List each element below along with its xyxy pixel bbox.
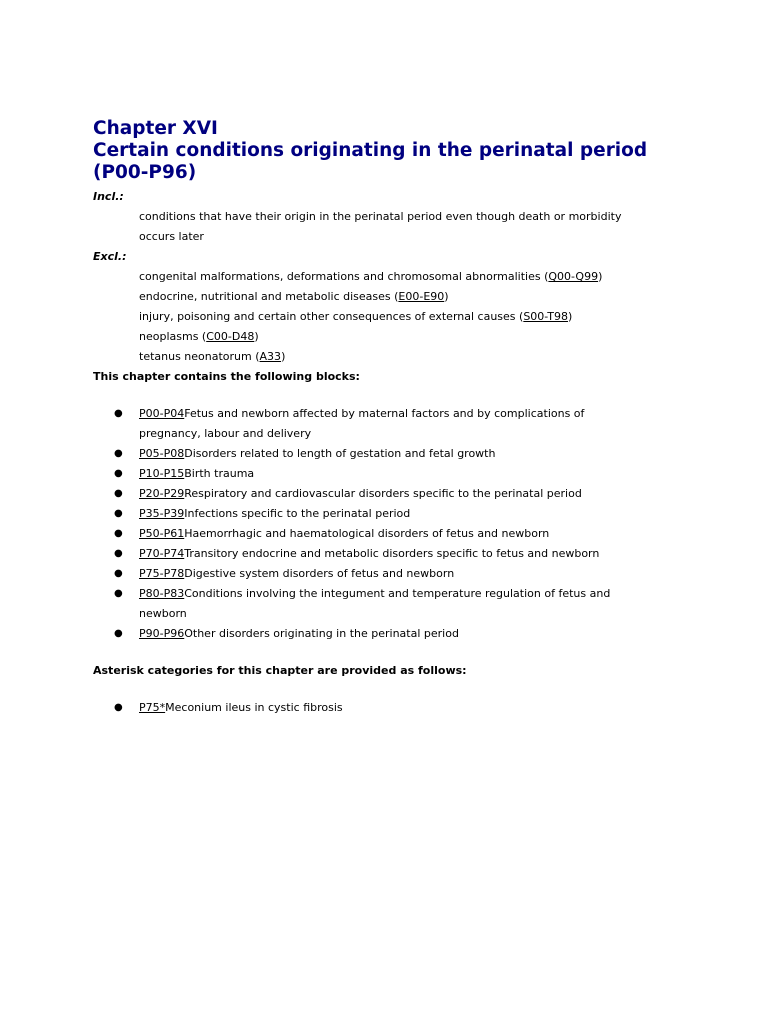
block-description: Haemorrhagic and haematological disorders of fetus and newborn (184, 527, 550, 540)
bullet-icon: ● (114, 588, 123, 599)
block-description: Other disorders originating in the perinatal period (184, 627, 459, 640)
excl-item (139, 267, 693, 287)
list-item (93, 464, 693, 484)
block-description-cont: pregnancy, labour and delivery (139, 427, 312, 440)
bullet-icon: ● (114, 628, 123, 639)
asterisk-heading: Asterisk categories for this chapter are provided as follows: (93, 664, 467, 677)
bullet-icon: ● (114, 488, 123, 499)
excl-code-link[interactable]: Q00-Q99 (548, 270, 599, 283)
block-code-link[interactable]: P90-P96 (139, 627, 185, 640)
document-page (93, 118, 693, 718)
block-code-link[interactable]: P35-P39 (139, 507, 185, 520)
block-description: Disorders related to length of gestation and fetal growth (184, 447, 496, 460)
chapter-title (93, 118, 693, 184)
list-item (93, 484, 693, 504)
bullet-icon: ● (114, 508, 123, 519)
list-item (93, 444, 693, 464)
excl-item (139, 347, 693, 367)
excl-code-link[interactable]: C00-D48 (206, 330, 255, 343)
bullet-icon: ● (114, 468, 123, 479)
bullet-icon: ● (114, 408, 123, 419)
excl-text-end: ) (567, 310, 573, 323)
block-description-cont: newborn (139, 607, 187, 620)
block-description: Digestive system disorders of fetus and newborn (184, 567, 455, 580)
excl-text-end: ) (598, 270, 603, 283)
incl-line: conditions that have their origin in the perinatal period even though death or morbidity (139, 210, 622, 223)
blocks-list (93, 404, 693, 644)
excl-code-link[interactable]: E00-E90 (398, 290, 445, 303)
excl-item (139, 287, 693, 307)
block-description: Conditions involving the integument and temperature regulation of fetus and (184, 587, 611, 600)
block-code-link[interactable]: P10-P15 (139, 467, 185, 480)
block-code-link[interactable]: P00-P04 (139, 407, 185, 420)
bullet-icon: ● (114, 528, 123, 539)
block-code-link[interactable]: P70-P74 (139, 547, 185, 560)
chapter-range: (P00-P96) (93, 162, 197, 183)
block-code-link[interactable]: P05-P08 (139, 447, 185, 460)
excl-text-end: ) (444, 290, 449, 303)
block-description: Infections specific to the perinatal period (184, 507, 411, 520)
excl-block (93, 267, 693, 367)
list-item (93, 504, 693, 524)
list-item (93, 584, 693, 624)
list-item (93, 624, 693, 644)
excl-text: congenital malformations, deformations and chromosomal abnormalities ( (139, 270, 549, 283)
block-description: Birth trauma (184, 467, 255, 480)
incl-label: Incl.: (93, 190, 124, 203)
list-item (93, 698, 693, 718)
asterisk-code-link[interactable]: P75* (139, 701, 166, 714)
list-item (93, 404, 693, 444)
bullet-icon: ● (114, 548, 123, 559)
bullet-icon: ● (114, 568, 123, 579)
excl-item (139, 307, 693, 327)
list-item (93, 544, 693, 564)
block-description: Respiratory and cardiovascular disorders specific to the perinatal period (184, 487, 582, 500)
chapter-number: Chapter XVI (93, 118, 218, 139)
blocks-heading: This chapter contains the following blocks: (93, 370, 360, 383)
asterisk-description: Meconium ileus in cystic fibrosis (165, 701, 343, 714)
block-code-link[interactable]: P80-P83 (139, 587, 185, 600)
chapter-name: Certain conditions originating in the perinatal period (93, 140, 648, 161)
incl-block (93, 207, 693, 247)
excl-text-end: ) (281, 350, 286, 363)
list-item (93, 564, 693, 584)
block-description: Fetus and newborn affected by maternal factors and by complications of (184, 407, 585, 420)
excl-item (139, 327, 693, 347)
block-code-link[interactable]: P75-P78 (139, 567, 185, 580)
excl-text: endocrine, nutritional and metabolic diseases ( (139, 290, 399, 303)
excl-text: tetanus neonatorum ( (139, 350, 260, 363)
excl-code-link[interactable]: A33 (259, 350, 282, 363)
excl-label: Excl.: (93, 250, 127, 263)
block-description: Transitory endocrine and metabolic disorders specific to fetus and newborn (184, 547, 600, 560)
block-code-link[interactable]: P50-P61 (139, 527, 185, 540)
bullet-icon: ● (114, 448, 123, 459)
excl-text: injury, poisoning and certain other consequences of external causes ( (139, 310, 524, 323)
incl-line: occurs later (139, 230, 204, 243)
block-code-link[interactable]: P20-P29 (139, 487, 185, 500)
excl-text: neoplasms ( (139, 330, 207, 343)
list-item (93, 524, 693, 544)
asterisk-list (93, 698, 693, 718)
excl-text-end: ) (254, 330, 259, 343)
excl-code-link[interactable]: S00-T98 (523, 310, 568, 323)
bullet-icon: ● (114, 702, 123, 713)
